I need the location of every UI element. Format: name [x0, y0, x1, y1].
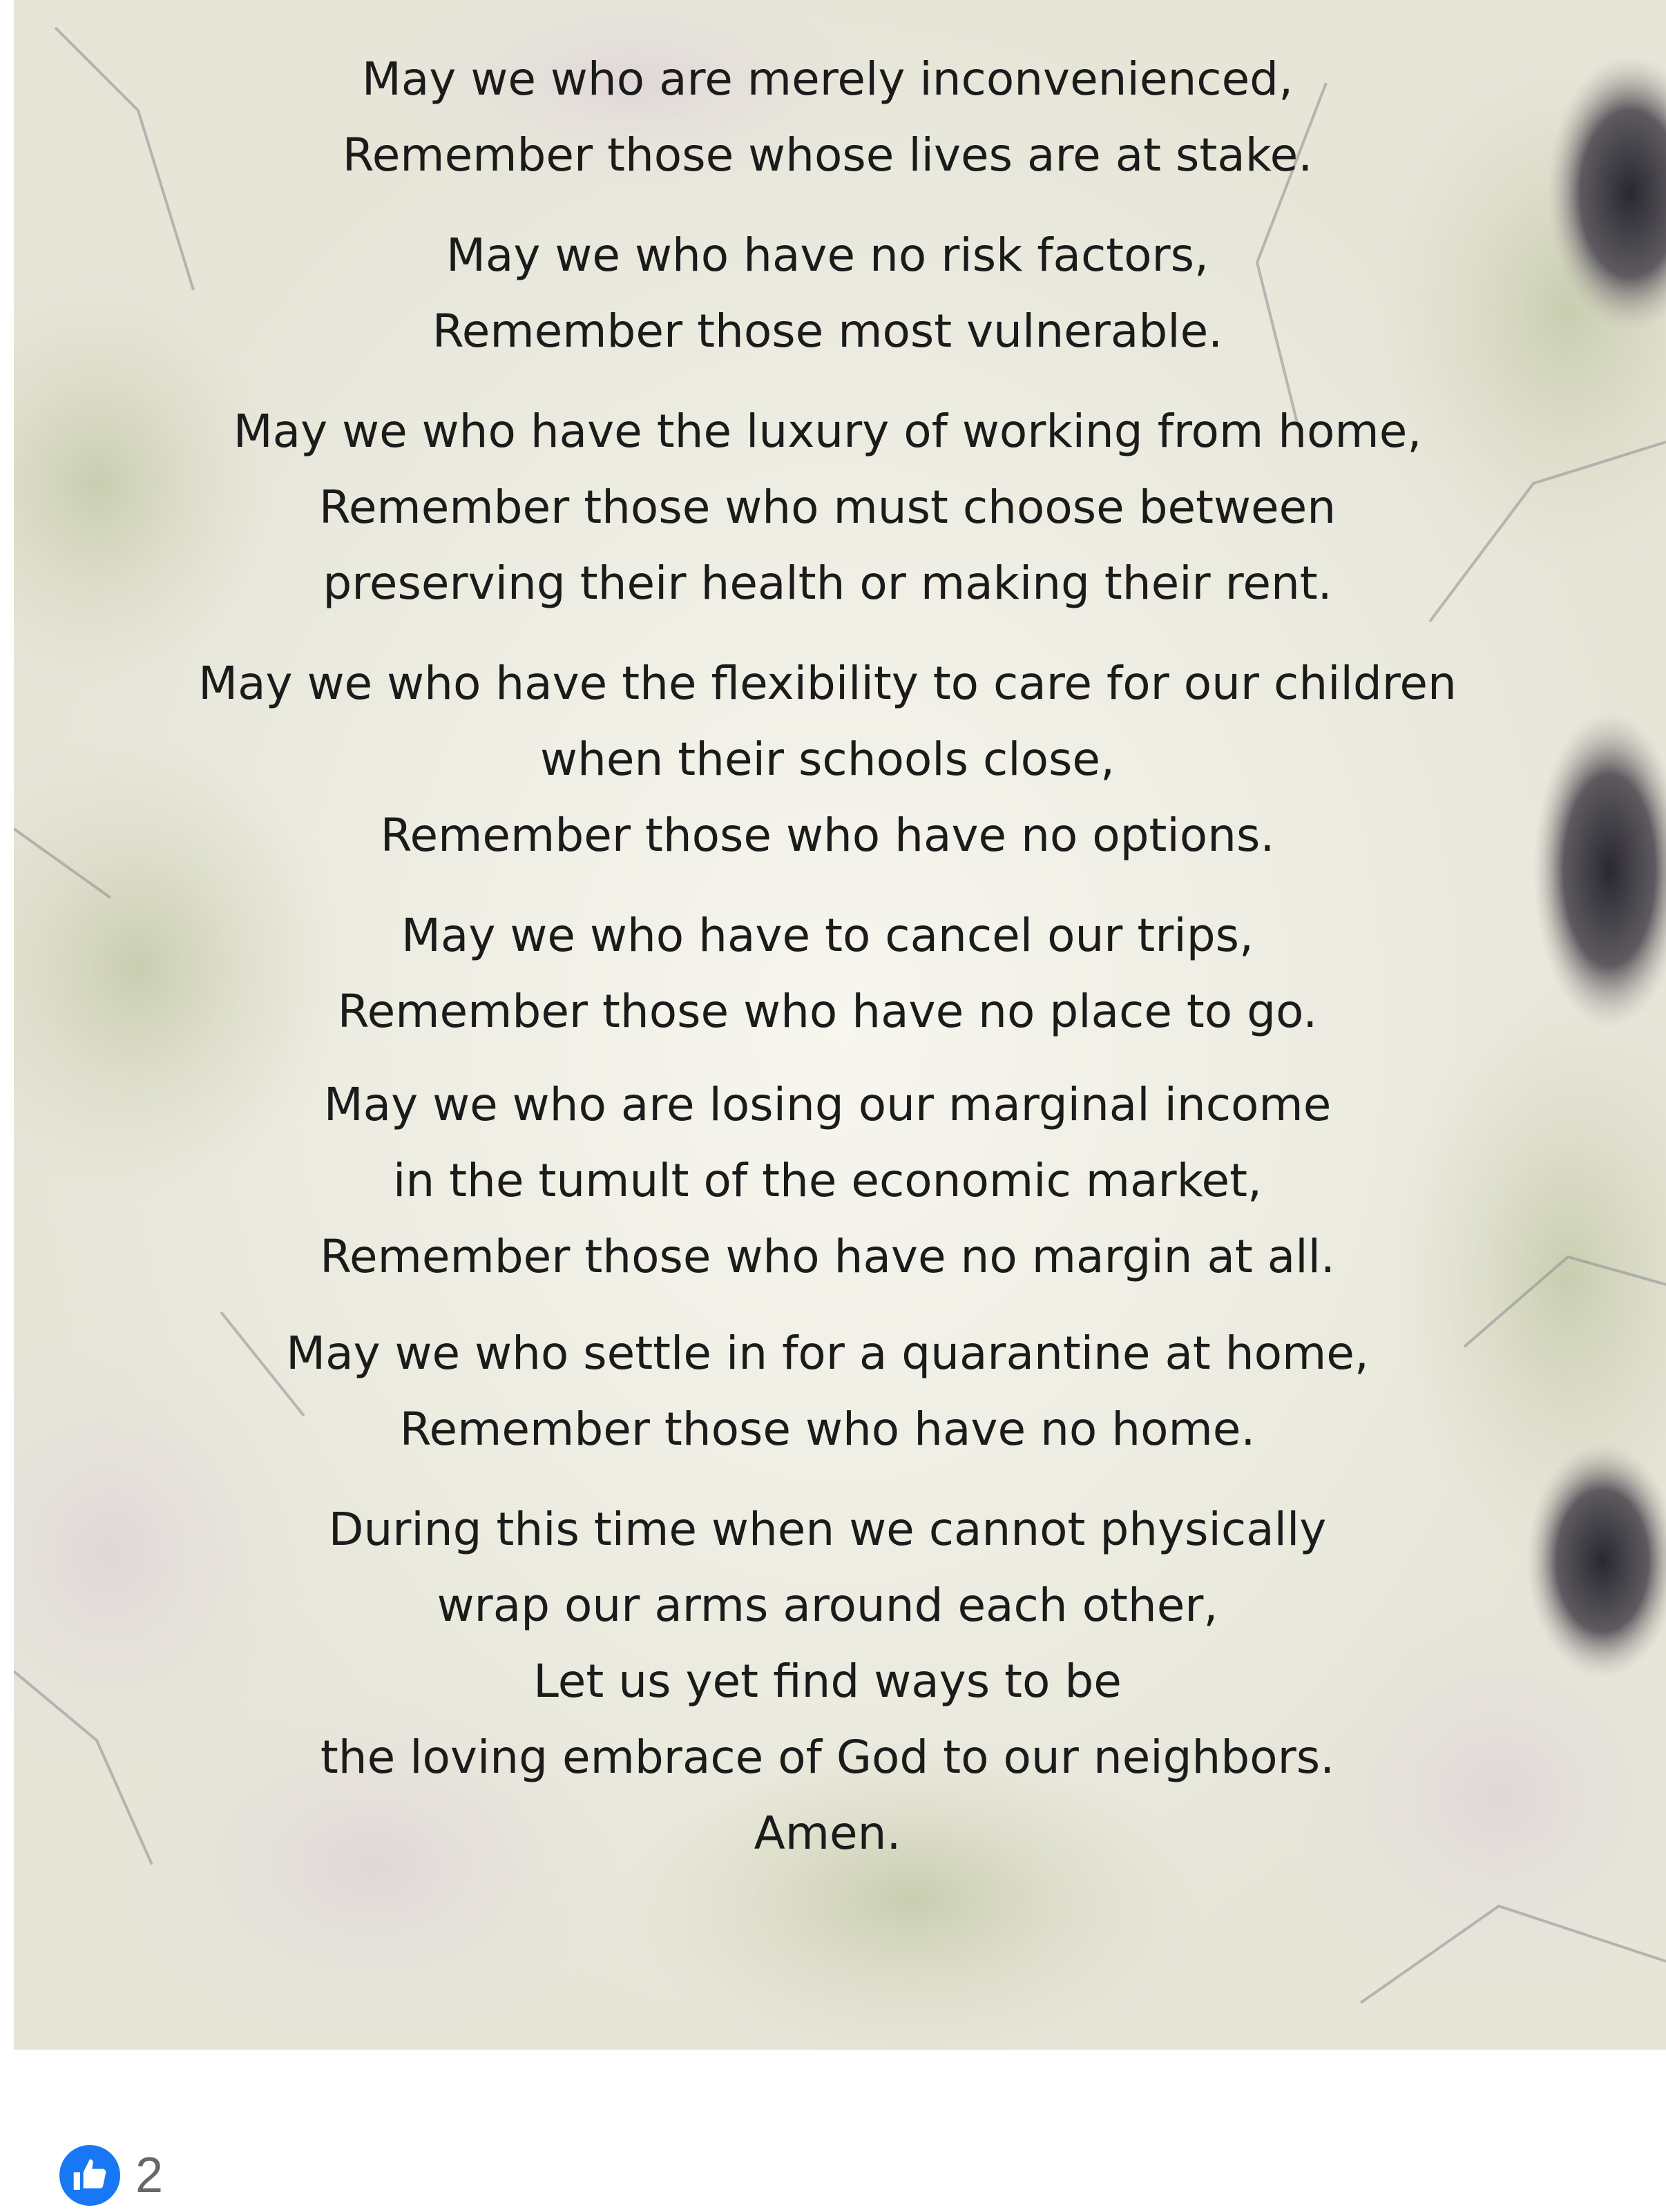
prayer-poem [14, 0, 1666, 2050]
poem-line: in the tumult of the economic market, [393, 1154, 1262, 1207]
poem-line: wrap our arms around each other, [437, 1579, 1218, 1632]
poem-line: Remember those who have no place to go. [337, 985, 1318, 1038]
poem-line: May we who have to cancel our trips, [401, 909, 1254, 962]
poem-line: preserving their health or making their rent. [323, 557, 1332, 610]
poem-line: May we who have the luxury of working from home, [233, 405, 1422, 458]
poem-line: May we who have the flexibility to care for our children [198, 657, 1457, 710]
poem-line: when their schools close, [540, 733, 1115, 786]
poem-line: Let us yet find ways to be [533, 1655, 1122, 1708]
poem-line: May we who are losing our marginal income [323, 1078, 1332, 1131]
poem-line: During this time when we cannot physically [328, 1503, 1327, 1556]
poem-line: Remember those whose lives are at stake. [342, 128, 1313, 182]
poem-line: the loving embrace of God to our neighbors. [320, 1731, 1335, 1784]
poem-line: Remember those who must choose between [318, 481, 1337, 534]
reactions-bar[interactable] [59, 2141, 163, 2210]
poem-line: May we who are merely inconvenienced, [361, 52, 1294, 106]
post-image[interactable] [14, 0, 1666, 2050]
poem-line: May we who settle in for a quarantine at home, [286, 1327, 1369, 1380]
poem-line: Remember those who have no margin at all. [320, 1230, 1335, 1283]
poem-line: May we who have no risk factors, [446, 229, 1209, 282]
poem-line: Amen. [754, 1807, 901, 1860]
poem-line: Remember those who have no home. [399, 1403, 1256, 1456]
poem-line: Remember those most vulnerable. [432, 305, 1223, 358]
poem-line: Remember those who have no options. [380, 809, 1275, 862]
like-thumbs-up-icon[interactable] [59, 2145, 120, 2206]
like-count[interactable]: 2 [135, 2148, 164, 2203]
